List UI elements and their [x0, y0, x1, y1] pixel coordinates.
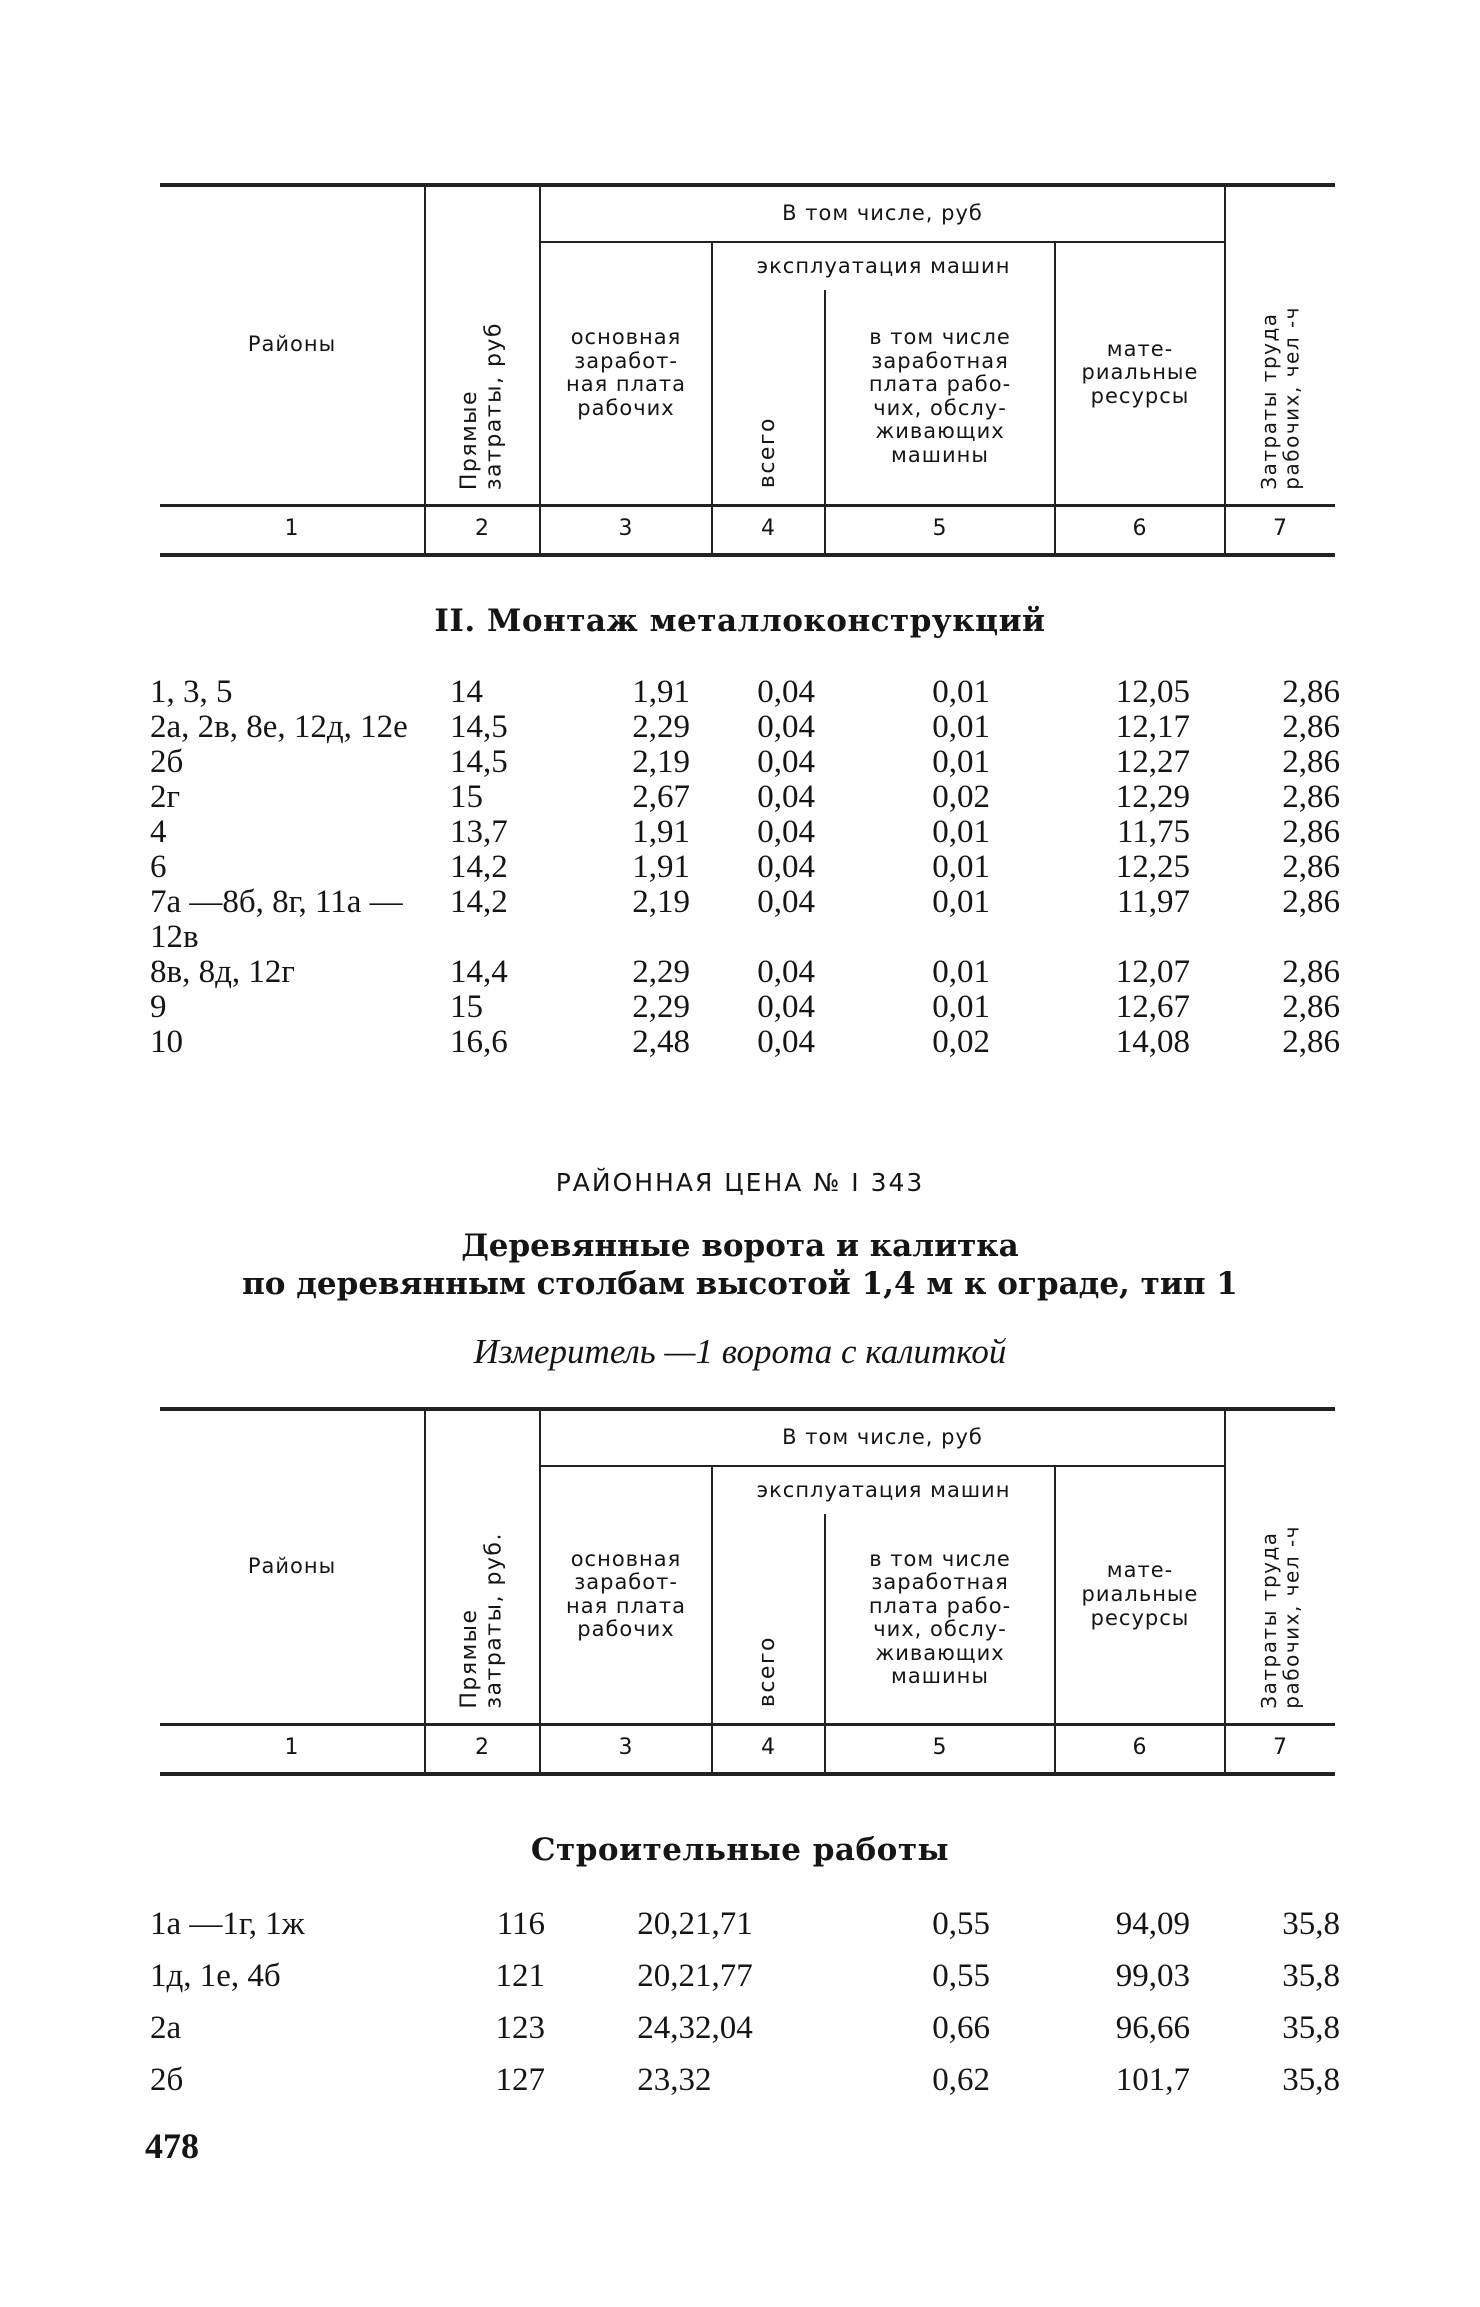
col2-num-5: 5: [825, 1724, 1055, 1774]
cell-direct: 14,2: [450, 849, 508, 885]
cell-region: 8в, 8д, 12г: [150, 954, 295, 990]
cell-direct: 14,5: [450, 709, 508, 745]
cell-materials: 11,75: [1116, 814, 1190, 850]
cell-materials: 14,08: [1115, 1024, 1190, 1060]
cell-incl: 0,55: [932, 1905, 990, 1942]
cell-region: 2б: [150, 744, 184, 780]
cell-region: 2г: [150, 779, 181, 815]
header-materials: мате- риальные ресурсы: [1055, 242, 1225, 505]
col-num-6: 6: [1055, 505, 1225, 555]
table-row: [150, 955, 1340, 990]
cell-labor: 2,86: [1282, 1024, 1340, 1060]
cell-incl: 0,01: [932, 954, 990, 990]
table-row: [150, 2002, 1340, 2054]
header-labor: Затраты труда рабочих, чел -ч: [1225, 187, 1335, 505]
cell-direct: 116: [496, 1905, 545, 1942]
cell-direct: 14,4: [450, 954, 508, 990]
cell-wage: 2,67: [632, 779, 690, 815]
cell-wage: 2,29: [632, 954, 690, 990]
cell-total: 0,04: [757, 1024, 815, 1060]
cell-labor: 2,86: [1282, 674, 1340, 710]
col2-num-1: 1: [160, 1724, 425, 1774]
cell-materials: 12,29: [1115, 779, 1190, 815]
header2-materials: мате- риальные ресурсы: [1055, 1466, 1225, 1724]
header-incl-wage: в том числе заработная плата рабо- чих, обслу- живающих машины: [825, 290, 1055, 505]
table-row: [150, 990, 1340, 1025]
cell-incl: 0,01: [932, 709, 990, 745]
table-row: [150, 710, 1340, 745]
price-label: РАЙОННАЯ ЦЕНА № I 343: [555, 1168, 925, 1197]
table-row: [150, 815, 1340, 850]
cell-labor: 2,86: [1282, 779, 1340, 815]
cell-direct: 121: [495, 1957, 545, 1994]
table-row: [150, 1898, 1340, 1950]
price-title-line2: по деревянным столбам высотой 1,4 м к ограде, тип 1: [242, 1266, 1238, 1302]
cell-labor: 2,86: [1282, 989, 1340, 1025]
cell-direct: 14: [450, 674, 483, 710]
cell-total: 0,04: [757, 674, 815, 710]
header2-labor: Затраты труда рабочих, чел -ч: [1225, 1411, 1335, 1724]
cell-region: 6: [150, 849, 167, 885]
cell-labor: 35,8: [1282, 1957, 1340, 1994]
cell-wage: 2,48: [632, 1024, 690, 1060]
cell-direct: 14,5: [450, 744, 508, 780]
table-row: [150, 780, 1340, 815]
cell-total: 0,04: [757, 779, 815, 815]
cell-total: 1,71: [695, 1905, 753, 1942]
cell-region: 4: [150, 814, 167, 850]
cell-labor: 35,8: [1282, 2009, 1340, 2046]
cell-wage: 20,2: [637, 1905, 695, 1942]
cell-region: 1, 3, 5: [150, 674, 233, 710]
cell-incl: 0,66: [932, 2009, 990, 2046]
section2-title: Строительные работы: [530, 1832, 950, 1868]
cell-labor: 35,8: [1282, 2061, 1340, 2098]
cell-wage: 20,2: [637, 1957, 695, 1994]
table-row: [150, 850, 1340, 885]
cell-incl: 0,02: [932, 1024, 990, 1060]
cell-incl: 0,62: [932, 2061, 990, 2098]
cell-incl: 0,01: [932, 884, 990, 920]
col-num-4: 4: [712, 505, 825, 555]
cell-total: 0,04: [757, 849, 815, 885]
header-regions: Районы: [247, 332, 337, 357]
cell-total: 0,04: [757, 709, 815, 745]
col-num-2: 2: [425, 505, 540, 555]
col-num-7: 7: [1225, 505, 1335, 555]
cell-wage: 1,91: [632, 814, 690, 850]
cell-total: 2: [695, 2061, 712, 2098]
cell-region: 9: [150, 989, 167, 1025]
table2-header: [160, 1411, 1335, 1776]
cell-materials: 99,03: [1115, 1957, 1190, 1994]
header-direct-costs: Прямые затраты, руб: [425, 187, 540, 505]
table-row: [150, 2054, 1340, 2106]
col2-num-6: 6: [1055, 1724, 1225, 1774]
cell-incl: 0,01: [932, 849, 990, 885]
table1-header: [160, 187, 1335, 557]
col2-num-7: 7: [1225, 1724, 1335, 1774]
header2-machines: эксплуатация машин: [712, 1466, 1055, 1514]
table-row: [150, 745, 1340, 780]
cell-labor: 35,8: [1282, 1905, 1340, 1942]
page-number: 478: [145, 2126, 199, 2166]
cell-materials: 12,67: [1115, 989, 1190, 1025]
cell-materials: 96,66: [1115, 2009, 1190, 2046]
cell-total: 0,04: [757, 884, 815, 920]
col-num-5: 5: [825, 505, 1055, 555]
table-row: [150, 885, 1340, 955]
cell-direct: 16,6: [450, 1024, 508, 1060]
cell-wage: 24,3: [637, 2009, 695, 2046]
cell-labor: 2,86: [1282, 849, 1340, 885]
cell-wage: 1,91: [632, 849, 690, 885]
cell-region: 7а —8б, 8г, 11а —12в: [150, 884, 403, 955]
cell-incl: 0,01: [932, 989, 990, 1025]
header2-regions: Районы: [247, 1553, 337, 1578]
cell-region: 2б: [150, 2061, 184, 2098]
cell-direct: 15: [450, 779, 483, 815]
cell-region: 1а —1г, 1ж: [150, 1905, 305, 1942]
cell-materials: 101,7: [1115, 2061, 1190, 2098]
cell-total: 0,04: [757, 744, 815, 780]
cell-labor: 2,86: [1282, 709, 1340, 745]
col-num-3: 3: [540, 505, 712, 555]
cell-wage: 2,29: [632, 709, 690, 745]
cell-materials: 12,05: [1115, 674, 1190, 710]
cell-direct: 13,7: [450, 814, 508, 850]
cell-total: 0,04: [757, 989, 815, 1025]
cell-wage: 2,29: [632, 989, 690, 1025]
section1-title: II. Монтаж металлоконструкций: [434, 603, 1046, 639]
header-wage: основная заработ- ная плата рабочих: [540, 242, 712, 505]
cell-total: 0,04: [757, 814, 815, 850]
cell-materials: 11,97: [1116, 884, 1190, 920]
measure-unit: Измеритель —1 ворота с калиткой: [473, 1332, 1007, 1371]
cell-region: 2а, 2в, 8е, 12д, 12е: [150, 709, 408, 745]
table-row: [150, 675, 1340, 710]
header-machines: эксплуатация машин: [712, 242, 1055, 290]
cell-materials: 94,09: [1115, 1905, 1190, 1942]
col2-num-3: 3: [540, 1724, 712, 1774]
cell-materials: 12,25: [1115, 849, 1190, 885]
header-group-incl: В том числе, руб: [540, 187, 1225, 242]
section1-table: [150, 675, 1340, 1060]
col2-num-2: 2: [425, 1724, 540, 1774]
header-total: всего: [712, 290, 825, 505]
cell-materials: 12,27: [1115, 744, 1190, 780]
cell-materials: 12,17: [1115, 709, 1190, 745]
cell-labor: 2,86: [1282, 954, 1340, 990]
header2-direct-costs: Прямые затраты, руб.: [425, 1411, 540, 1724]
cell-direct: 14,2: [450, 884, 508, 920]
cell-direct: 127: [495, 2061, 545, 2098]
col-num-1: 1: [160, 505, 425, 555]
cell-incl: 0,55: [932, 1957, 990, 1994]
cell-wage: 2,19: [632, 744, 690, 780]
cell-materials: 12,07: [1115, 954, 1190, 990]
cell-total: 2,04: [695, 2009, 753, 2046]
cell-region: 10: [150, 1024, 183, 1060]
price-title-line1: Деревянные ворота и калитка: [461, 1228, 1019, 1264]
cell-incl: 0,01: [932, 744, 990, 780]
cell-direct: 123: [495, 2009, 545, 2046]
cell-total: 1,77: [695, 1957, 753, 1994]
cell-region: 2а: [150, 2009, 182, 2046]
table-row: [150, 1025, 1340, 1060]
cell-wage: 23,3: [637, 2061, 695, 2098]
cell-labor: 2,86: [1282, 814, 1340, 850]
header2-group-incl: В том числе, руб: [540, 1411, 1225, 1466]
cell-direct: 15: [450, 989, 483, 1025]
cell-region: 1д, 1е, 4б: [150, 1957, 281, 1994]
cell-incl: 0,01: [932, 674, 990, 710]
cell-incl: 0,02: [932, 779, 990, 815]
cell-total: 0,04: [757, 954, 815, 990]
section2-table: [150, 1898, 1340, 2106]
cell-wage: 2,19: [632, 884, 690, 920]
table-row: [150, 1950, 1340, 2002]
cell-wage: 1,91: [632, 674, 690, 710]
cell-labor: 2,86: [1282, 744, 1340, 780]
header2-incl-wage: в том числе заработная плата рабо- чих, обслу- живающих машины: [825, 1514, 1055, 1724]
col2-num-4: 4: [712, 1724, 825, 1774]
cell-labor: 2,86: [1282, 884, 1340, 920]
header2-total: всего: [712, 1514, 825, 1724]
cell-incl: 0,01: [932, 814, 990, 850]
header2-wage: основная заработ- ная плата рабочих: [540, 1466, 712, 1724]
